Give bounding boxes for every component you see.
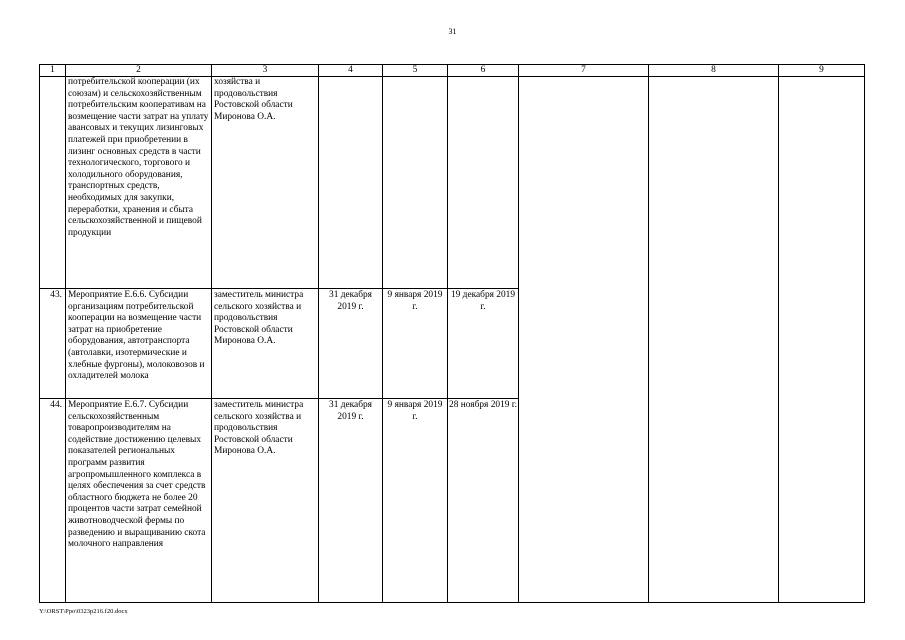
column-header: 9	[779, 65, 865, 77]
table-header-row	[40, 65, 865, 77]
event-description: Мероприятие Е.6.6. Субсидии организациям потребительской кооперации на возмещение части затрат на приобретение оборудования, автотранспорта (автолавки, изотермические и хлебные фургоны), молоковозов и охладителей молока	[66, 289, 212, 399]
column-header: 7	[519, 65, 649, 77]
empty-cell-8	[649, 289, 779, 399]
table-row-continued	[40, 77, 865, 289]
date-col-5: 9 января 2019 г.	[383, 399, 448, 603]
date-col-4	[319, 77, 383, 289]
date-col-5: 9 января 2019 г.	[383, 289, 448, 399]
responsible-person: хозяйства и продовольствия Ростовской области Миронова О.А.	[212, 77, 319, 289]
column-header: 2	[66, 65, 212, 77]
empty-cell-7	[519, 399, 649, 603]
column-header: 4	[319, 65, 383, 77]
event-description: Мероприятие Е.6.7. Субсидии сельскохозяйственным товаропроизводителям на содействие достижению целевых показателей региональных программ развития агропромышленного комплекса в целях обеспечения за счет средств областного бюджета не более 20 процентов части затрат семейной животноводческой фермы по разведению и выращиванию скота молочного направления	[66, 399, 212, 603]
empty-cell-9	[779, 289, 865, 399]
column-header: 1	[40, 65, 66, 77]
footer-file-path: Y:\ORST\Ppo\0323p216.f20.docx	[39, 608, 128, 615]
empty-cell-9	[779, 77, 865, 289]
column-header: 8	[649, 65, 779, 77]
page-number: 31	[448, 27, 457, 36]
table-row-44	[40, 399, 865, 603]
date-col-5	[383, 77, 448, 289]
date-col-6	[448, 77, 519, 289]
date-col-4: 31 декабря 2019 г.	[319, 399, 383, 603]
column-header: 6	[448, 65, 519, 77]
date-col-6: 19 декабря 2019 г.	[448, 289, 519, 399]
plan-table	[39, 64, 865, 603]
column-header: 5	[383, 65, 448, 77]
date-col-4: 31 декабря 2019 г.	[319, 289, 383, 399]
table-row-43	[40, 289, 865, 399]
column-header: 3	[212, 65, 319, 77]
empty-cell-8	[649, 77, 779, 289]
date-col-6: 28 ноября 2019 г.	[448, 399, 519, 603]
row-number: 43.	[40, 289, 66, 399]
row-number: 44.	[40, 399, 66, 603]
empty-cell-8	[649, 399, 779, 603]
row-number	[40, 77, 66, 289]
empty-cell-7	[519, 289, 649, 399]
empty-cell-9	[779, 399, 865, 603]
event-description: потребительской кооперации (их союзам) и сельскохозяйственным потребительским кооперативам на возмещение части затрат на уплату авансовых и текущих лизинговых платежей при приобретении в лизинг основных средств в части технологического, торгового и холодильного оборудования, транспортных средств, необходимых для закупки, переработки, хранения и сбыта сельскохозяйственной и пищевой продукции	[66, 77, 212, 289]
responsible-person: заместитель министра сельского хозяйства и продовольствия Ростовской области Миронова О.А.	[212, 289, 319, 399]
empty-cell-7	[519, 77, 649, 289]
responsible-person: заместитель министра сельского хозяйства и продовольствия Ростовской области Миронова О.А.	[212, 399, 319, 603]
